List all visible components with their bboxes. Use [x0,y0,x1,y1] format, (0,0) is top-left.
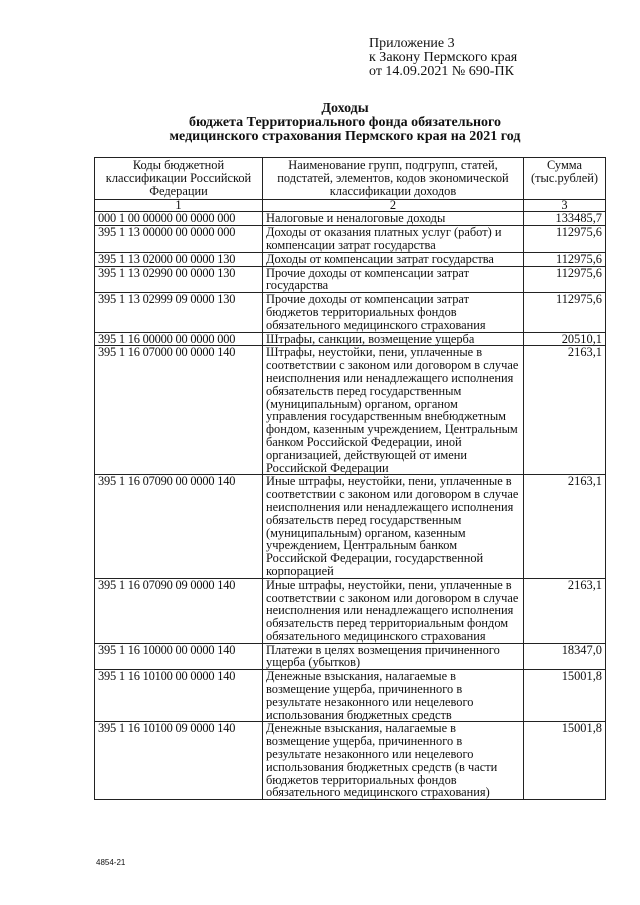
document-title [120,102,570,144]
row-code: 395 1 16 10000 00 0000 140 [95,643,263,670]
column-number-1: 1 [95,200,263,212]
row-name: Платежи в целях возмещения причиненного ущерба (убытков) [263,643,524,670]
row-name: Иные штрафы, неустойки, пени, уплаченные в соответствии с законом или договором в случае неисполнения или ненадлежащего исполнения обязательств перед территориальным фондом обязательного медицинского страхования [263,578,524,643]
table-row [95,252,606,266]
appendix-line-1: Приложение 3 [369,36,455,51]
row-code: 395 1 16 10100 09 0000 140 [95,722,263,800]
row-name: Денежные взыскания, налагаемые в возмещение ущерба, причиненного в результате незаконного или нецелевого использования бюджетных средств [263,670,524,722]
row-amount: 15001,8 [524,670,606,722]
table-row [95,722,606,800]
title-line-3: медицинского страхования Пермского края на 2021 год [169,129,521,144]
row-amount: 112975,6 [524,293,606,332]
column-number-3: 3 [524,200,606,212]
row-code: 395 1 13 02999 09 0000 130 [95,293,263,332]
row-name: Штрафы, неустойки, пени, уплаченные в соответствии с законом или договором в случае неисполнения или ненадлежащего исполнения обязательств перед государственным (муниципальным) органом, органом управления государственным внебюджетным фондом, казенным учреждением, Центральным банком Российской Федерации, иной организацией, действующей от имени Российской Федерации [263,346,524,475]
row-name: Доходы от оказания платных услуг (работ) и компенсации затрат государства [263,226,524,253]
row-amount: 133485,7 [524,212,606,226]
row-code: 395 1 13 02000 00 0000 130 [95,252,263,266]
header-amount: Сумма (тыс.рублей) [524,158,606,200]
row-amount: 2163,1 [524,578,606,643]
table-row [95,226,606,253]
table-row [95,670,606,722]
column-number-row [95,200,606,212]
row-amount: 112975,6 [524,226,606,253]
row-name: Денежные взыскания, налагаемые в возмещение ущерба, причиненного в результате незаконного или нецелевого использования бюджетных средств (в части бюджетов территориальных фондов обязательного медицинского страхования) [263,722,524,800]
row-name: Доходы от компенсации затрат государства [263,252,524,266]
row-amount: 2163,1 [524,475,606,578]
row-amount: 20510,1 [524,332,606,346]
row-code: 395 1 16 00000 00 0000 000 [95,332,263,346]
row-amount: 15001,8 [524,722,606,800]
appendix-note [369,37,599,79]
appendix-line-3: от 14.09.2021 № 690-ПК [369,64,514,79]
title-line-2: бюджета Территориального фонда обязательного [188,115,502,130]
table-header-row [95,158,606,200]
row-code: 395 1 16 07090 00 0000 140 [95,475,263,578]
table-row [95,578,606,643]
row-amount: 112975,6 [524,266,606,293]
row-name: Прочие доходы от компенсации затрат государства [263,266,524,293]
appendix-line-2: к Закону Пермского края [369,50,518,65]
row-code: 395 1 16 07090 09 0000 140 [95,578,263,643]
row-name: Штрафы, санкции, возмещение ущерба [263,332,524,346]
table-row [95,266,606,293]
row-code: 395 1 16 07000 00 0000 140 [95,346,263,475]
table-row [95,475,606,578]
row-name: Иные штрафы, неустойки, пени, уплаченные в соответствии с законом или договором в случае неисполнения или ненадлежащего исполнения обязательств перед государственным (муниципальным) органом, казенным учреждением, Центральным банком Российской Федерации, государственной корпорацией [263,475,524,578]
row-code: 395 1 13 00000 00 0000 000 [95,226,263,253]
table-row [95,346,606,475]
row-name: Налоговые и неналоговые доходы [263,212,524,226]
row-code: 395 1 16 10100 00 0000 140 [95,670,263,722]
document-footer-code: 4854-21 [96,858,126,867]
row-code: 000 1 00 00000 00 0000 000 [95,212,263,226]
column-number-2: 2 [263,200,524,212]
row-code: 395 1 13 02990 00 0000 130 [95,266,263,293]
row-amount: 112975,6 [524,252,606,266]
header-names: Наименование групп, подгрупп, статей, подстатей, элементов, кодов экономической классификации доходов [263,158,524,200]
row-name: Прочие доходы от компенсации затрат бюджетов территориальных фондов обязательного медицинского страхования [263,293,524,332]
header-codes: Коды бюджетной классификации Российской Федерации [95,158,263,200]
title-line-1: Доходы [321,101,369,116]
table-row [95,332,606,346]
table-row [95,212,606,226]
table-row [95,293,606,332]
table-row [95,643,606,670]
row-amount: 18347,0 [524,643,606,670]
row-amount: 2163,1 [524,346,606,475]
revenue-table [94,157,606,800]
